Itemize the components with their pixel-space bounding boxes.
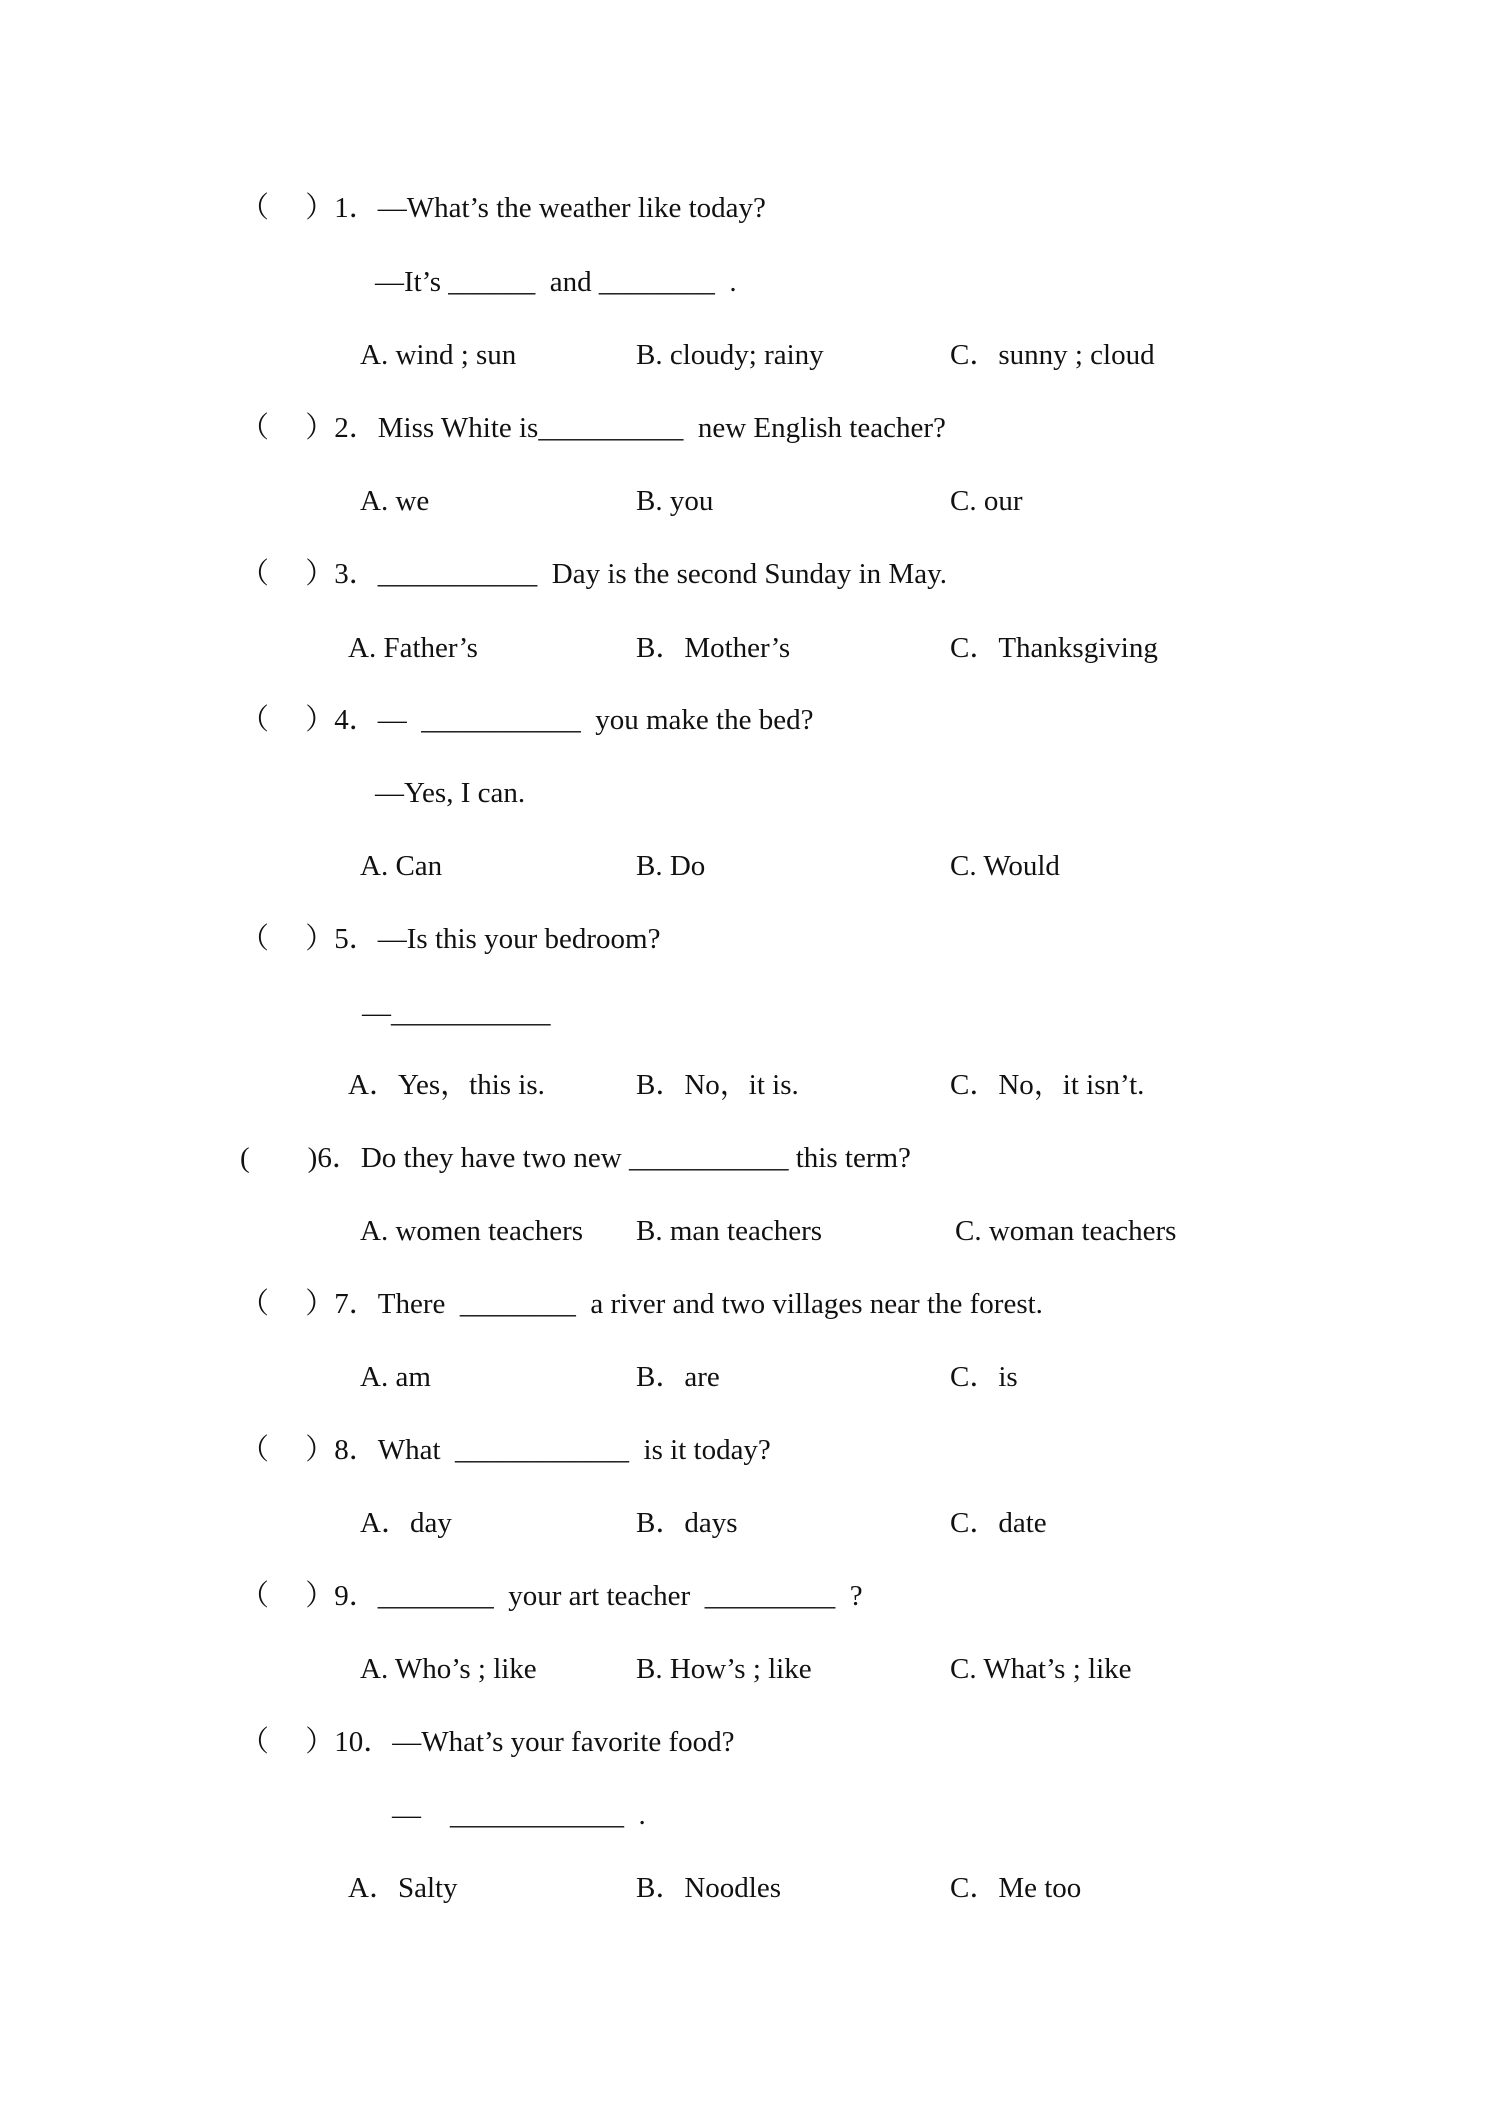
- question-4-option-a: A. Can: [360, 850, 443, 882]
- question-7-stem: （ ）7．There ________ a river and two villages near the forest.: [240, 1288, 1043, 1320]
- question-8-stem: （ ）8．What ____________ is it today?: [240, 1434, 771, 1466]
- question-4-reply: —Yes, I can.: [375, 777, 526, 809]
- question-10-option-b: B．Noodles: [636, 1872, 782, 1904]
- question-6-option-b: B. man teachers: [636, 1215, 823, 1247]
- question-5-option-b: B．No，it is.: [636, 1069, 799, 1101]
- question-3-option-b: B．Mother’s: [636, 632, 791, 664]
- question-5-stem: （ ）5．—Is this your bedroom?: [240, 923, 661, 955]
- question-1-reply: —It’s ______ and ________ .: [375, 266, 737, 298]
- question-6-stem: ( )6．Do they have two new ___________ this term?: [240, 1142, 911, 1174]
- question-2-stem: （ ）2．Miss White is__________ new English teacher?: [240, 412, 946, 444]
- question-3-option-a: A. Father’s: [348, 632, 478, 664]
- question-5-option-c: C．No，it isn’t.: [950, 1069, 1145, 1101]
- question-6-option-c: C. woman teachers: [955, 1215, 1177, 1247]
- question-8-option-c: C．date: [950, 1507, 1047, 1539]
- question-1-option-c: C．sunny ; cloud: [950, 339, 1155, 371]
- question-2-option-b: B. you: [636, 485, 714, 517]
- question-3-option-c: C．Thanksgiving: [950, 632, 1158, 664]
- question-4-option-c: C. Would: [950, 850, 1060, 882]
- question-8-option-a: A．day: [360, 1507, 452, 1539]
- question-1-option-a: A. wind ; sun: [360, 339, 517, 371]
- question-9-option-b: B. How’s ; like: [636, 1653, 812, 1685]
- question-10-option-c: C．Me too: [950, 1872, 1082, 1904]
- question-4-stem: （ ）4．— ___________ you make the bed?: [240, 704, 814, 736]
- question-8-option-b: B．days: [636, 1507, 738, 1539]
- question-7-option-a: A. am: [360, 1361, 431, 1393]
- question-9-stem: （ ）9．________ your art teacher _________ ?: [240, 1580, 863, 1612]
- question-4-option-b: B. Do: [636, 850, 706, 882]
- question-3-stem: （ ）3．___________ Day is the second Sunday in May.: [240, 558, 947, 590]
- question-10-reply: — ____________ .: [392, 1799, 646, 1831]
- question-2-option-c: C. our: [950, 485, 1023, 517]
- question-10-stem: （ ）10．—What’s your favorite food?: [240, 1726, 735, 1758]
- question-5-option-a: A．Yes，this is.: [348, 1069, 545, 1101]
- question-9-option-c: C. What’s ; like: [950, 1653, 1132, 1685]
- question-1-stem: （ ）1．—What’s the weather like today?: [240, 192, 766, 224]
- question-10-option-a: A．Salty: [348, 1872, 458, 1904]
- question-7-option-b: B．are: [636, 1361, 720, 1393]
- question-6-option-a: A. women teachers: [360, 1215, 584, 1247]
- question-9-option-a: A. Who’s ; like: [360, 1653, 537, 1685]
- question-7-option-c: C．is: [950, 1361, 1018, 1393]
- question-2-option-a: A. we: [360, 485, 430, 517]
- question-1-option-b: B. cloudy; rainy: [636, 339, 824, 371]
- question-5-reply: —___________: [362, 997, 551, 1029]
